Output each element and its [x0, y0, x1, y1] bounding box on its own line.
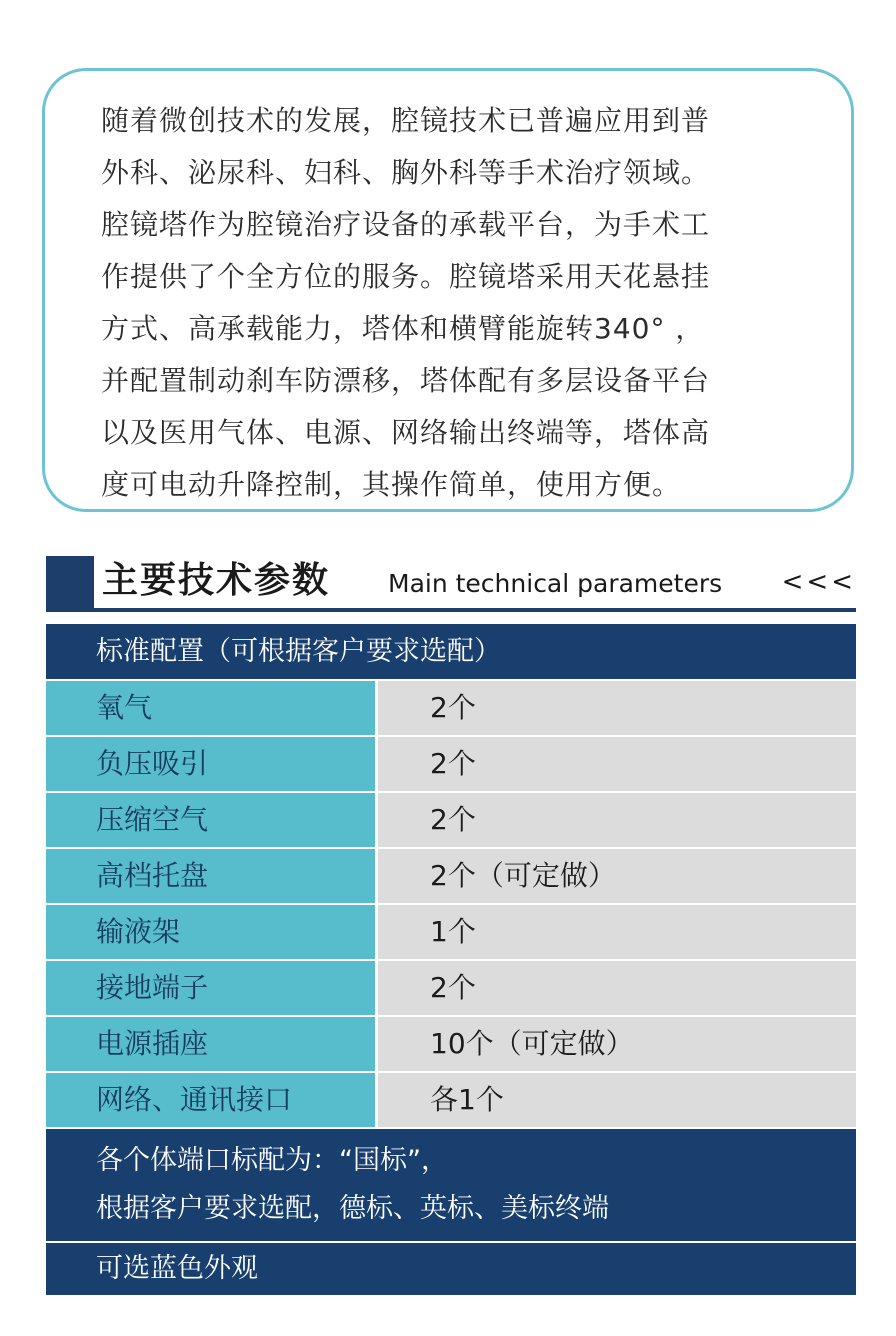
- param-value: 10个（可定做）: [378, 1017, 856, 1071]
- param-name: 输液架: [46, 905, 375, 959]
- intro-line: 并配置制动刹车防漂移，塔体配有多层设备平台: [101, 364, 711, 397]
- intro-line: 以及医用气体、电源、网络输出终端等，塔体高: [101, 416, 711, 449]
- param-value: 2个: [378, 793, 856, 847]
- param-value: 2个: [378, 681, 856, 735]
- header-underline: [46, 608, 856, 612]
- param-name: 氧气: [46, 681, 375, 735]
- intro-box: [42, 68, 854, 512]
- param-value: 各1个: [378, 1073, 856, 1127]
- param-value: 2个（可定做）: [378, 849, 856, 903]
- intro-line: 外科、泌尿科、妇科、胸外科等手术治疗领域。: [101, 156, 711, 189]
- optional-blue-row: 可选蓝色外观: [46, 1243, 856, 1295]
- port-standard-note: [46, 1129, 856, 1241]
- param-name: 高档托盘: [46, 849, 375, 903]
- param-value: 2个: [378, 961, 856, 1015]
- header-square-marker: [46, 556, 94, 608]
- param-name: 压缩空气: [46, 793, 375, 847]
- intro-line: 腔镜塔作为腔镜治疗设备的承载平台，为手术工: [101, 208, 711, 241]
- param-value: 1个: [378, 905, 856, 959]
- standard-config-row: 标准配置（可根据客户要求选配）: [46, 624, 856, 679]
- param-value: 2个: [378, 737, 856, 791]
- param-name: 接地端子: [46, 961, 375, 1015]
- intro-line: 作提供了个全方位的服务。腔镜塔采用天花悬挂: [101, 260, 711, 293]
- intro-line: 方式、高承载能力，塔体和横臂能旋转340° ，: [101, 312, 705, 345]
- section-header: [46, 556, 856, 612]
- table-row: [46, 681, 856, 735]
- parameters-table: [46, 624, 856, 1295]
- section-title-en: Main technical parameters: [388, 569, 723, 598]
- note-line: 根据客户要求选配，德标、英标、美标终端: [96, 1193, 609, 1224]
- section-title-cn: 主要技术参数: [102, 560, 331, 601]
- param-name: 电源插座: [46, 1017, 375, 1071]
- intro-line: 度可电动升降控制，其操作简单，使用方便。: [101, 468, 682, 501]
- intro-line: 随着微创技术的发展，腔镜技术已普遍应用到普: [101, 104, 711, 137]
- table-row: [46, 793, 856, 847]
- arrows-icon: <<<: [781, 567, 856, 597]
- note-line: 各个体端口标配为：“国标”，: [96, 1145, 448, 1176]
- table-row: [46, 849, 856, 903]
- table-row: [46, 961, 856, 1015]
- intro-text: [101, 95, 805, 511]
- table-row: [46, 1073, 856, 1127]
- table-row: [46, 1017, 856, 1071]
- param-name: 负压吸引: [46, 737, 375, 791]
- table-row: [46, 905, 856, 959]
- table-row: [46, 737, 856, 791]
- param-name: 网络、通讯接口: [46, 1073, 375, 1127]
